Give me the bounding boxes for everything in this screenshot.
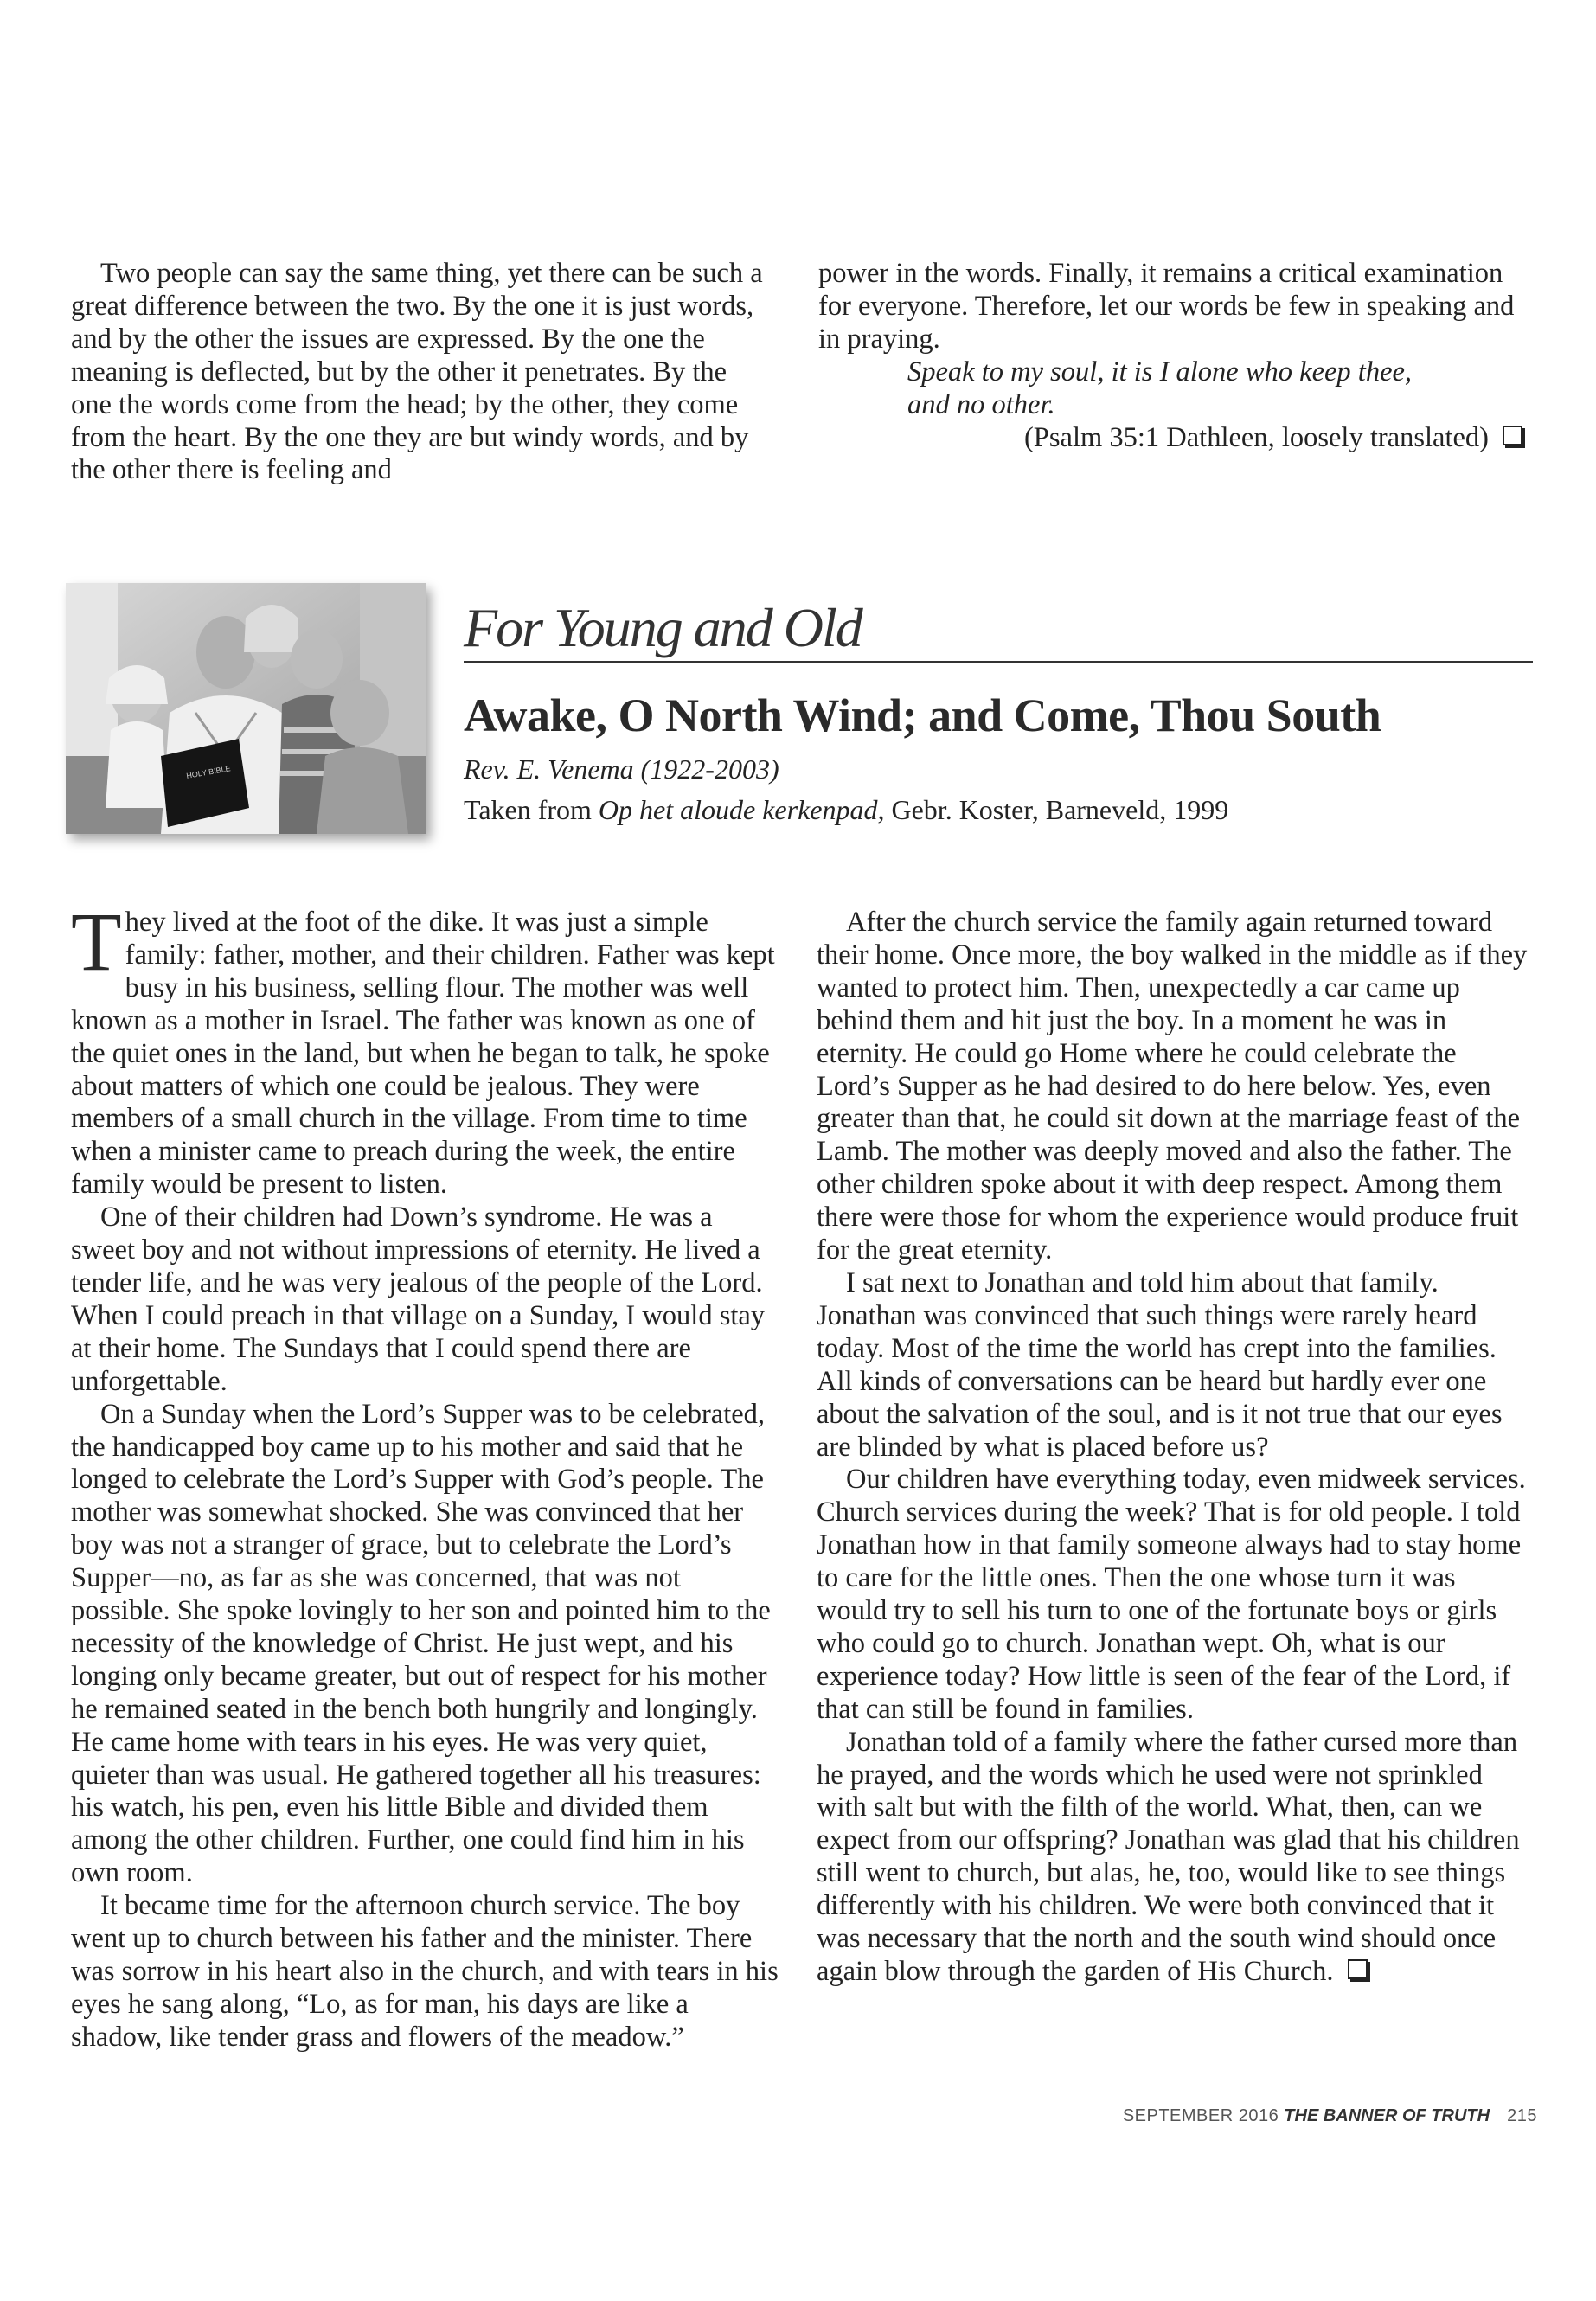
family-reading-bible-photo [66,583,426,834]
psalm-quote [907,356,1528,422]
quote-source [818,422,1528,455]
bible-label: HOLY BIBLE [185,764,232,780]
source-line [464,792,1228,827]
drop-cap: T [71,895,122,988]
article-title: Awake, O North Wind; and Come, Thou South [464,689,1381,741]
footer-date: SEPTEMBER 2016 [1122,2106,1279,2125]
top-left-column [71,258,773,487]
quote-line-2: and no other. [907,388,1055,420]
end-mark-icon [1503,426,1522,445]
paragraph-2: One of their children had Down’s syndrome. He was a sweet boy and not without impressions of eternity. He lived a tender life, and he was very jealous of the people of the Lord. When I could preach in that village on a Sunday, I would stay at their home. The Sundays that I could spend there are unforgettable. [71,1202,766,1397]
paragraph-7: Our children have everything today, even midweek services. Church services during the week? That is for old people. I told Jonathan how in that family someone always had to stay home to care for the little ones. Then the one whose turn it was would try to sell his turn to one of the fortunate boys or girls who could go to church. Jonathan wept. Oh, what is our experience today? How little is seen of the fear of the Lord, if that can still be found in families. [817,1464,1526,1725]
paragraph-8 [817,1727,1528,1989]
paragraph-6: I sat next to Jonathan and told him about that family. Jonathan was convinced that such things were rarely heard today. Most of the time the world has crept into the families. All kinds of conversations can be heard but hardly ever one about the salvation of the soul, and is it not true that our eyes are blinded by what is placed before us? [817,1266,1503,1463]
article-end-mark-icon [1348,1959,1368,1979]
footer-magazine: THE BANNER OF TRUTH [1284,2106,1490,2125]
source-prefix: Taken from [464,794,599,825]
quote-source-text: (Psalm 35:1 Dathleen, loosely translated) [1023,421,1489,453]
page-number: 215 [1507,2106,1537,2125]
paragraph-3: On a Sunday when the Lord’s Supper was to be celebrated, the handicapped boy came up to his mother and said that he longed to celebrate the Lord’s Supper with God’s people. The mother was somewhat shocked. She was convinced that her boy was not a stranger of grace, but to celebrate the Lord’s Supper—no, as far as she was concerned, that was not possible. She spoke lovingly to her son and pointed him to the necessity of the knowledge of Christ. He just wept, and his longing only became greater, but out of respect for his mother he remained seated in the bench both hungrily and longingly. He came home with tears in his eyes. He was very quiet, quieter than was usual. He gathered together all his treasures: his watch, his pen, even his little Bible and divided them among the other children. Further, one could find him in his own room. [71,1398,771,1889]
top-right-paragraph: power in the words. Finally, it remains a critical examination for everyone. Therefore, let our words be few in speaking and in praying. [818,258,1515,355]
source-book-title: Op het aloude kerkenpad, [598,794,885,825]
body-right-column [817,907,1528,1989]
author-line: Rev. E. Venema (1922-2003) [464,753,779,785]
top-right-column [818,258,1528,454]
section-title: For Young and Old [464,595,1533,663]
top-left-paragraph: Two people can say the same thing, yet there can be such a great difference between the two. By the one it is just words, and by the other the issues are expressed. By the one the meaning is deflected, but by the other it penetrates. By the one the words come from the head; by the other, they come from the heart. By the one they are but windy words, and by the other there is feeling and [71,258,763,486]
quote-line-1: Speak to my soul, it is I alone who keep thee, [907,356,1413,388]
paragraph-8-text: Jonathan told of a family where the father cursed more than he prayed, and the words which he used were not sprinkled with salt but with the filth of the world. What, then, can we expect from our offspring? Jonathan was glad that his children still went to church, but alas, he, too, would like to see things differently with his children. We were both convinced that it was necessary that the north and the south wind should once again blow through the garden of His Church. [817,1726,1520,1987]
body-left-column [71,895,780,2054]
paragraph-1-text: hey lived at the foot of the dike. It was just a simple family: father, mother, and their children. Father was kept busy in his business, selling flour. The mother was well known as a mother in Israel. The father was known as one of the quiet ones in the land, but when he began to talk, he spoke about matters of which one could be jealous. They were members of a small church in the village. From time to time when a minister came to preach during the week, the entire family would be present to listen. [71,907,775,1201]
page-footer [1123,2106,1537,2126]
paragraph-5: After the church service the family again returned toward their home. Once more, the boy walked in the middle as if they wanted to protect him. Then, unexpectedly a car came up behind them and hit just the boy. In a moment he was in eternity. He could go Home where he could celebrate the Lord’s Supper as he had desired to do here below. Yes, even greater than that, he could sit down at the marriage feast of the Lamb. The mother was deeply moved and also the father. The other children spoke about it with deep respect. Among them there were those for whom the experience would produce fruit for the great eternity. [817,907,1528,1266]
paragraph-4: It became time for the afternoon church service. The boy went up to church between his father and the minister. There was sorrow in his heart also in the church, and with tears in his eyes he sang along, “Lo, as for man, his days are like a shadow, like tender grass and flowers of the meadow.” [71,1890,779,2053]
paragraph-1 [71,895,780,1202]
source-publisher: Gebr. Koster, Barneveld, 1999 [884,794,1229,825]
